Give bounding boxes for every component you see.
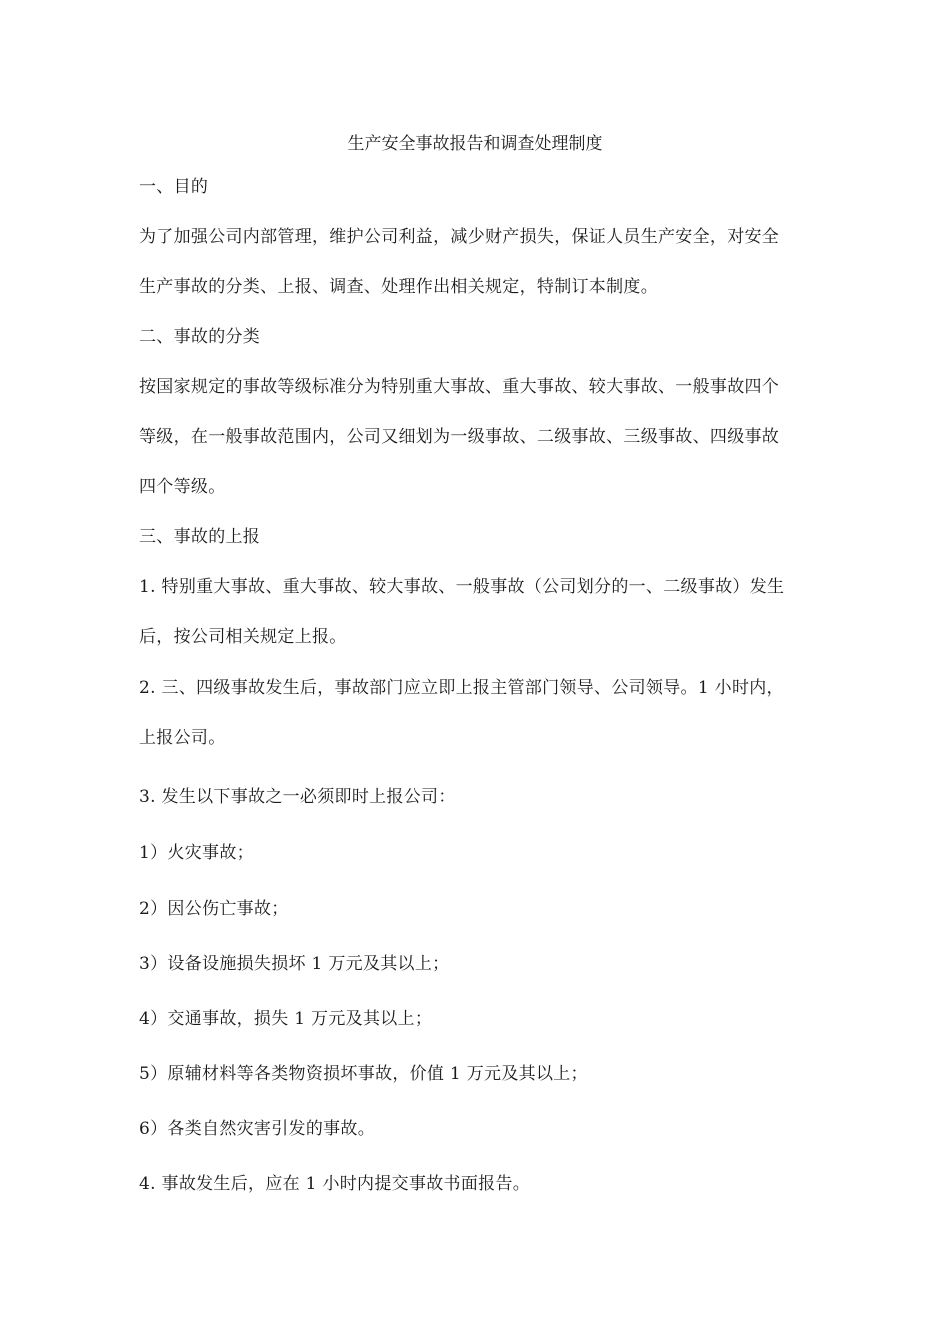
- sub-list-item: 2）因公伤亡事故；: [139, 899, 289, 919]
- list-item-line: 4. 事故发生后，应在 1 小时内提交事故书面报告。: [139, 1174, 531, 1194]
- paragraph-line: 为了加强公司内部管理，维护公司利益，减少财产损失，保证人员生产安全，对安全: [139, 227, 780, 247]
- list-item-line: 上报公司。: [139, 728, 226, 748]
- section-heading-reporting: 三、事故的上报: [139, 527, 261, 547]
- list-item-line: 后，按公司相关规定上报。: [139, 627, 347, 647]
- list-item-line: 2. 三、四级事故发生后，事故部门应立即上报主管部门领导、公司领导。1 小时内，: [139, 678, 784, 698]
- list-item-line: 1. 特别重大事故、重大事故、较大事故、一般事故（公司划分的一、二级事故）发生: [139, 577, 785, 597]
- sub-list-item: 3）设备设施损失损坏 1 万元及其以上；: [139, 954, 450, 974]
- paragraph-line: 四个等级。: [139, 477, 226, 497]
- list-item-line: 3. 发生以下事故之一必须即时上报公司：: [139, 787, 456, 807]
- paragraph-line: 按国家规定的事故等级标准分为特别重大事故、重大事故、较大事故、一般事故四个: [139, 377, 780, 397]
- paragraph-line: 等级，在一般事故范围内，公司又细划为一级事故、二级事故、三级事故、四级事故: [139, 427, 780, 447]
- sub-list-item: 5）原辅材料等各类物资损坏事故，价值 1 万元及其以上；: [139, 1064, 588, 1084]
- section-heading-purpose: 一、目的: [139, 177, 209, 197]
- section-heading-classification: 二、事故的分类: [139, 327, 261, 347]
- document-title: 生产安全事故报告和调查处理制度: [347, 134, 603, 154]
- paragraph-line: 生产事故的分类、上报、调查、处理作出相关规定，特制订本制度。: [139, 277, 658, 297]
- sub-list-item: 4）交通事故，损失 1 万元及其以上；: [139, 1009, 433, 1029]
- sub-list-item: 6）各类自然灾害引发的事故。: [139, 1119, 376, 1139]
- sub-list-item: 1）火灾事故；: [139, 843, 254, 863]
